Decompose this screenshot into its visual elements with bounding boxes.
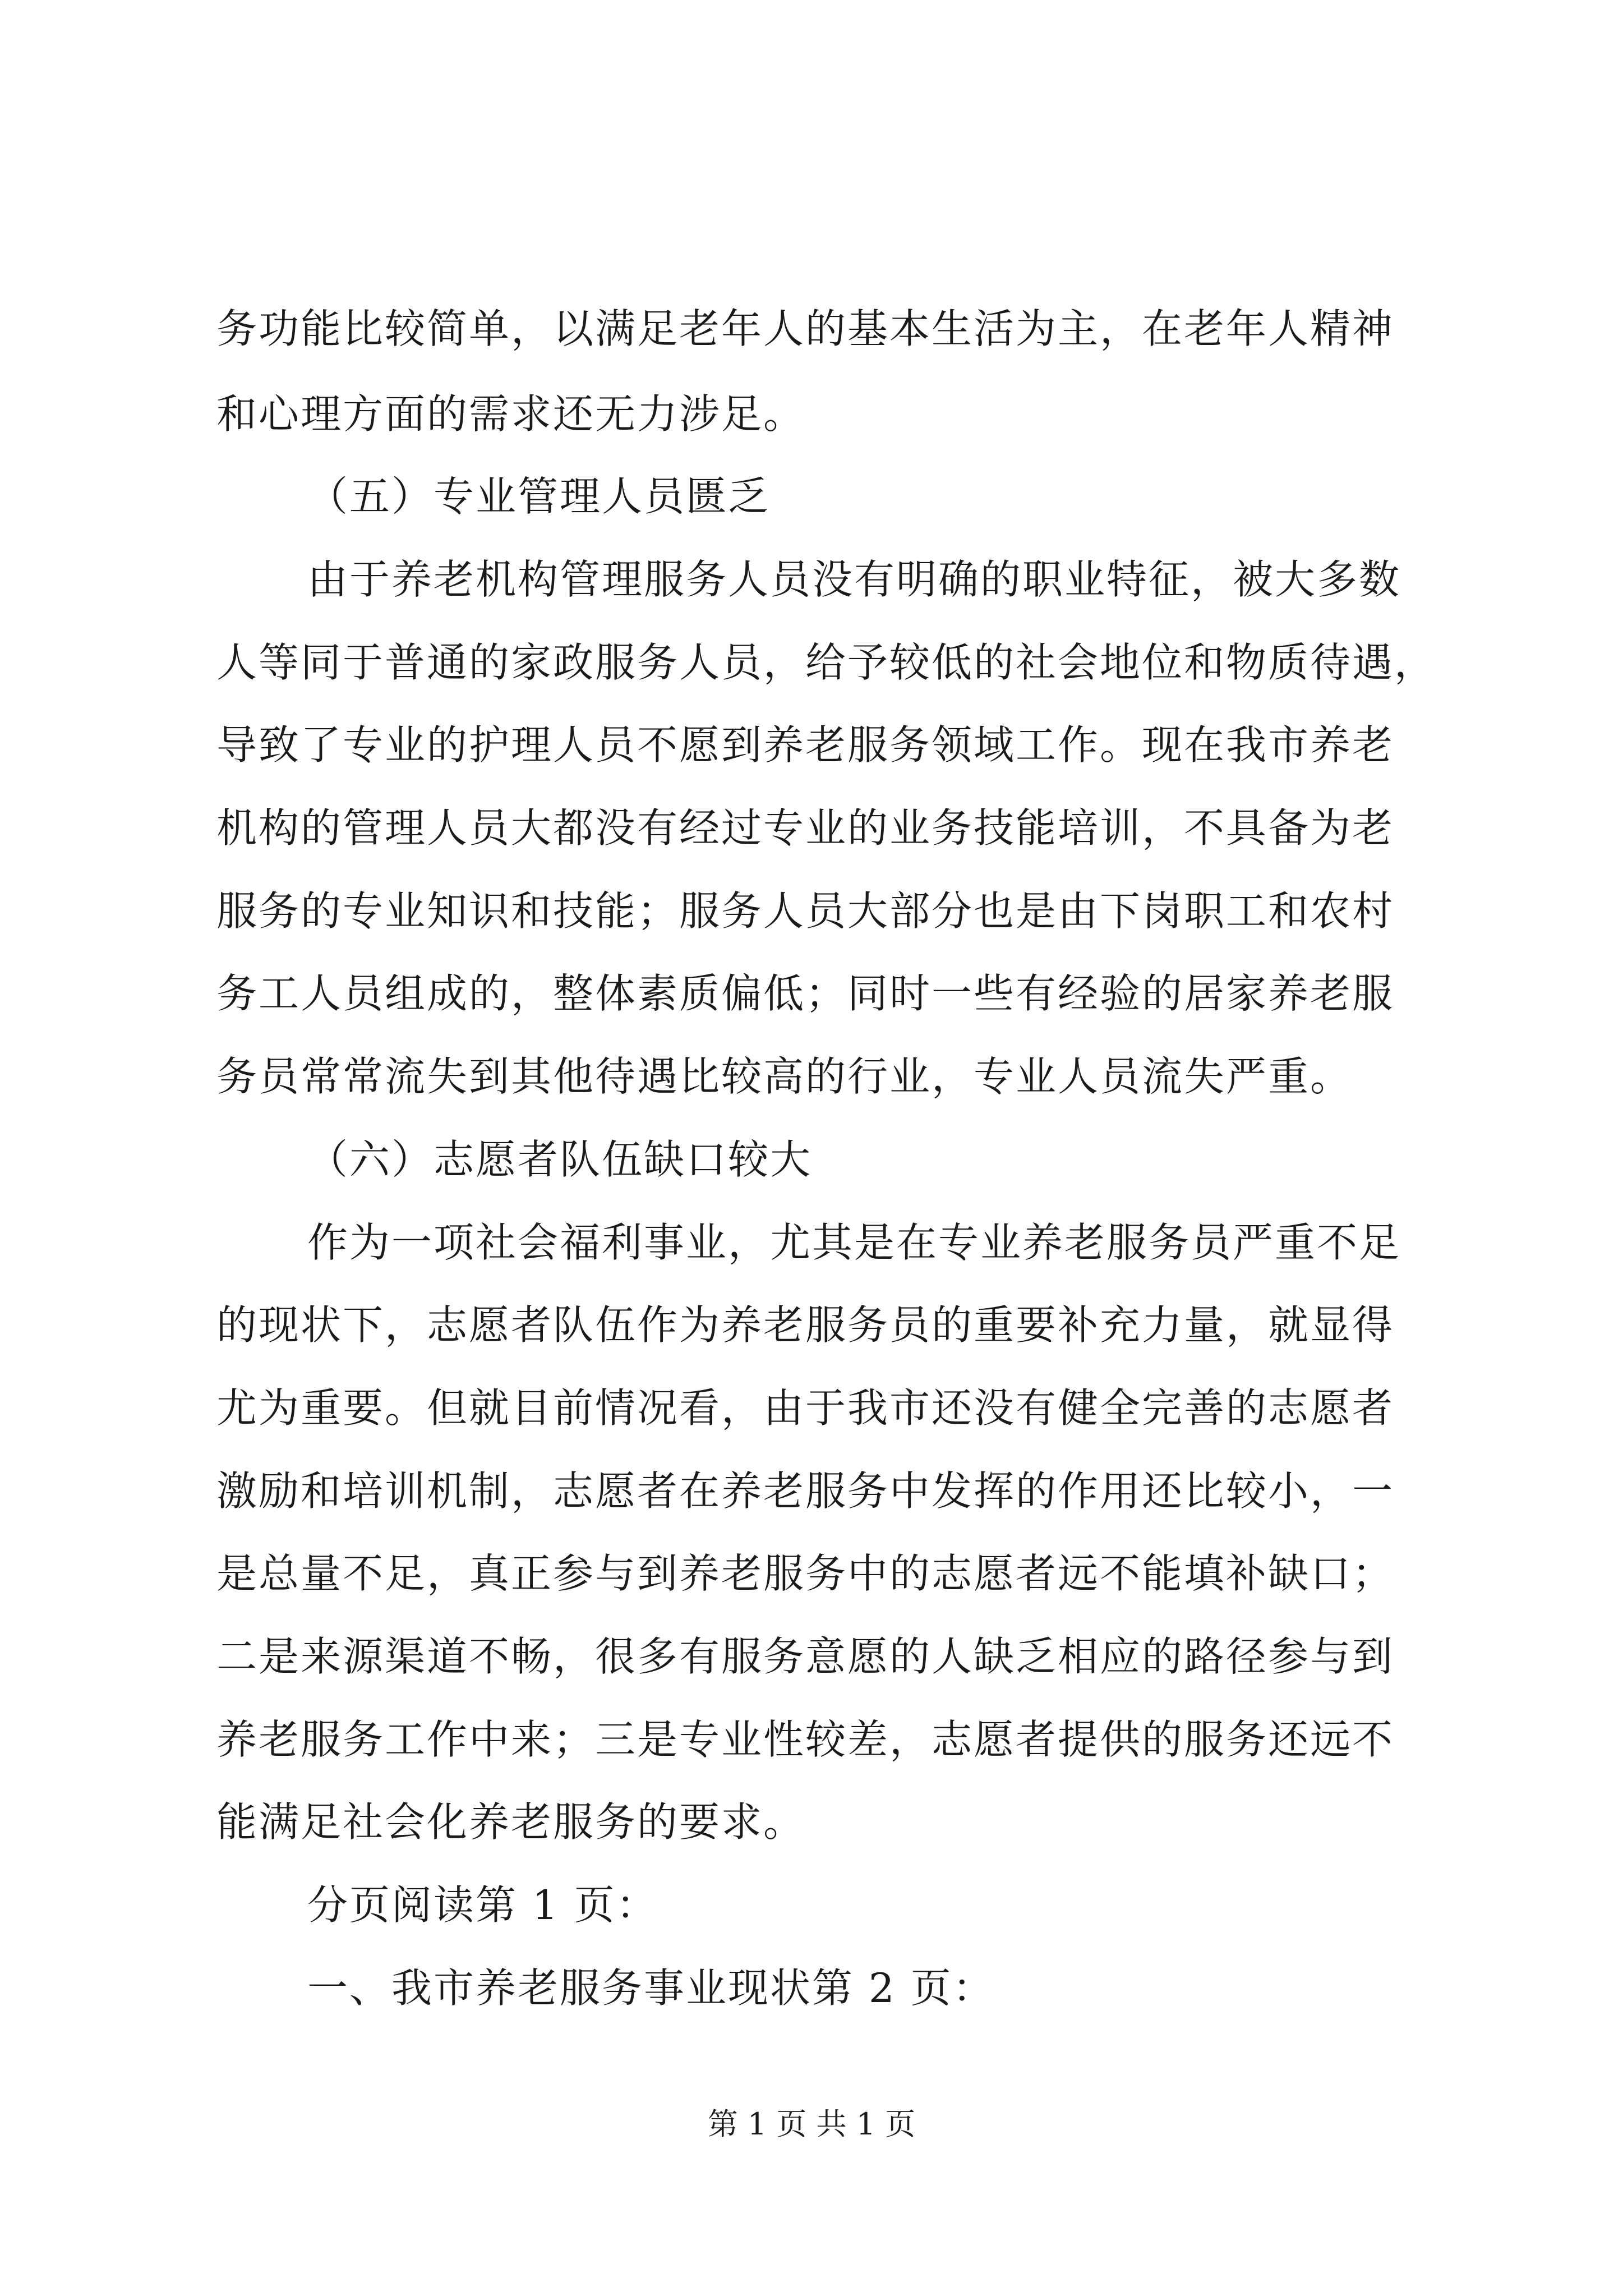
body-text-line: 务工人员组成的，整体素质偏低；同时一些有经验的居家养老服 (216, 970, 1395, 1017)
body-text-line: 作为一项社会福利事业，尤其是在专业养老服务员严重不足 (307, 1219, 1401, 1266)
body-text-line: 是总量不足，真正参与到养老服务中的志愿者远不能填补缺口； (216, 1550, 1395, 1597)
body-text-line: 能满足社会化养老服务的要求。 (216, 1798, 806, 1846)
pagination-line: 一、我市养老服务事业现状第 2 页： (307, 1964, 995, 2012)
body-text-line: 由于养老机构管理服务人员没有明确的职业特征，被大多数 (307, 556, 1401, 603)
body-text-line: 务功能比较简单，以满足老年人的基本生活为主，在老年人精神 (216, 305, 1395, 352)
body-text-line: 和心理方面的需求还无力涉足。 (216, 390, 806, 438)
body-text-line: 人等同于普通的家政服务人员，给予较低的社会地位和物质待遇， (216, 639, 1437, 686)
section-heading-5: （五）专业管理人员匮乏 (307, 473, 771, 520)
body-text-line: 机构的管理人员大都没有经过专业的业务技能培训，不具备为老 (216, 804, 1395, 852)
body-text-line: 导致了专业的护理人员不愿到养老服务领域工作。现在我市养老 (216, 721, 1395, 769)
body-text-line: 尤为重要。但就目前情况看，由于我市还没有健全完善的志愿者 (216, 1384, 1395, 1432)
pagination-line: 分页阅读第 1 页： (307, 1881, 658, 1929)
body-text-line: 务员常常流失到其他待遇比较高的行业，专业人员流失严重。 (216, 1053, 1353, 1100)
body-text-line: 激励和培训机制，志愿者在养老服务中发挥的作用还比较小，一 (216, 1467, 1395, 1515)
body-text-line: 养老服务工作中来；三是专业性较差，志愿者提供的服务还远不 (216, 1716, 1395, 1763)
body-text-line: 的现状下，志愿者队伍作为养老服务员的重要补充力量，就显得 (216, 1301, 1395, 1349)
section-heading-6: （六）志愿者队伍缺口较大 (307, 1136, 813, 1183)
page-footer: 第 1 页 共 1 页 (707, 2106, 916, 2142)
body-text-line: 二是来源渠道不畅，很多有服务意愿的人缺乏相应的路径参与到 (216, 1633, 1395, 1680)
body-text-line: 服务的专业知识和技能；服务人员大部分也是由下岗职工和农村 (216, 887, 1395, 935)
